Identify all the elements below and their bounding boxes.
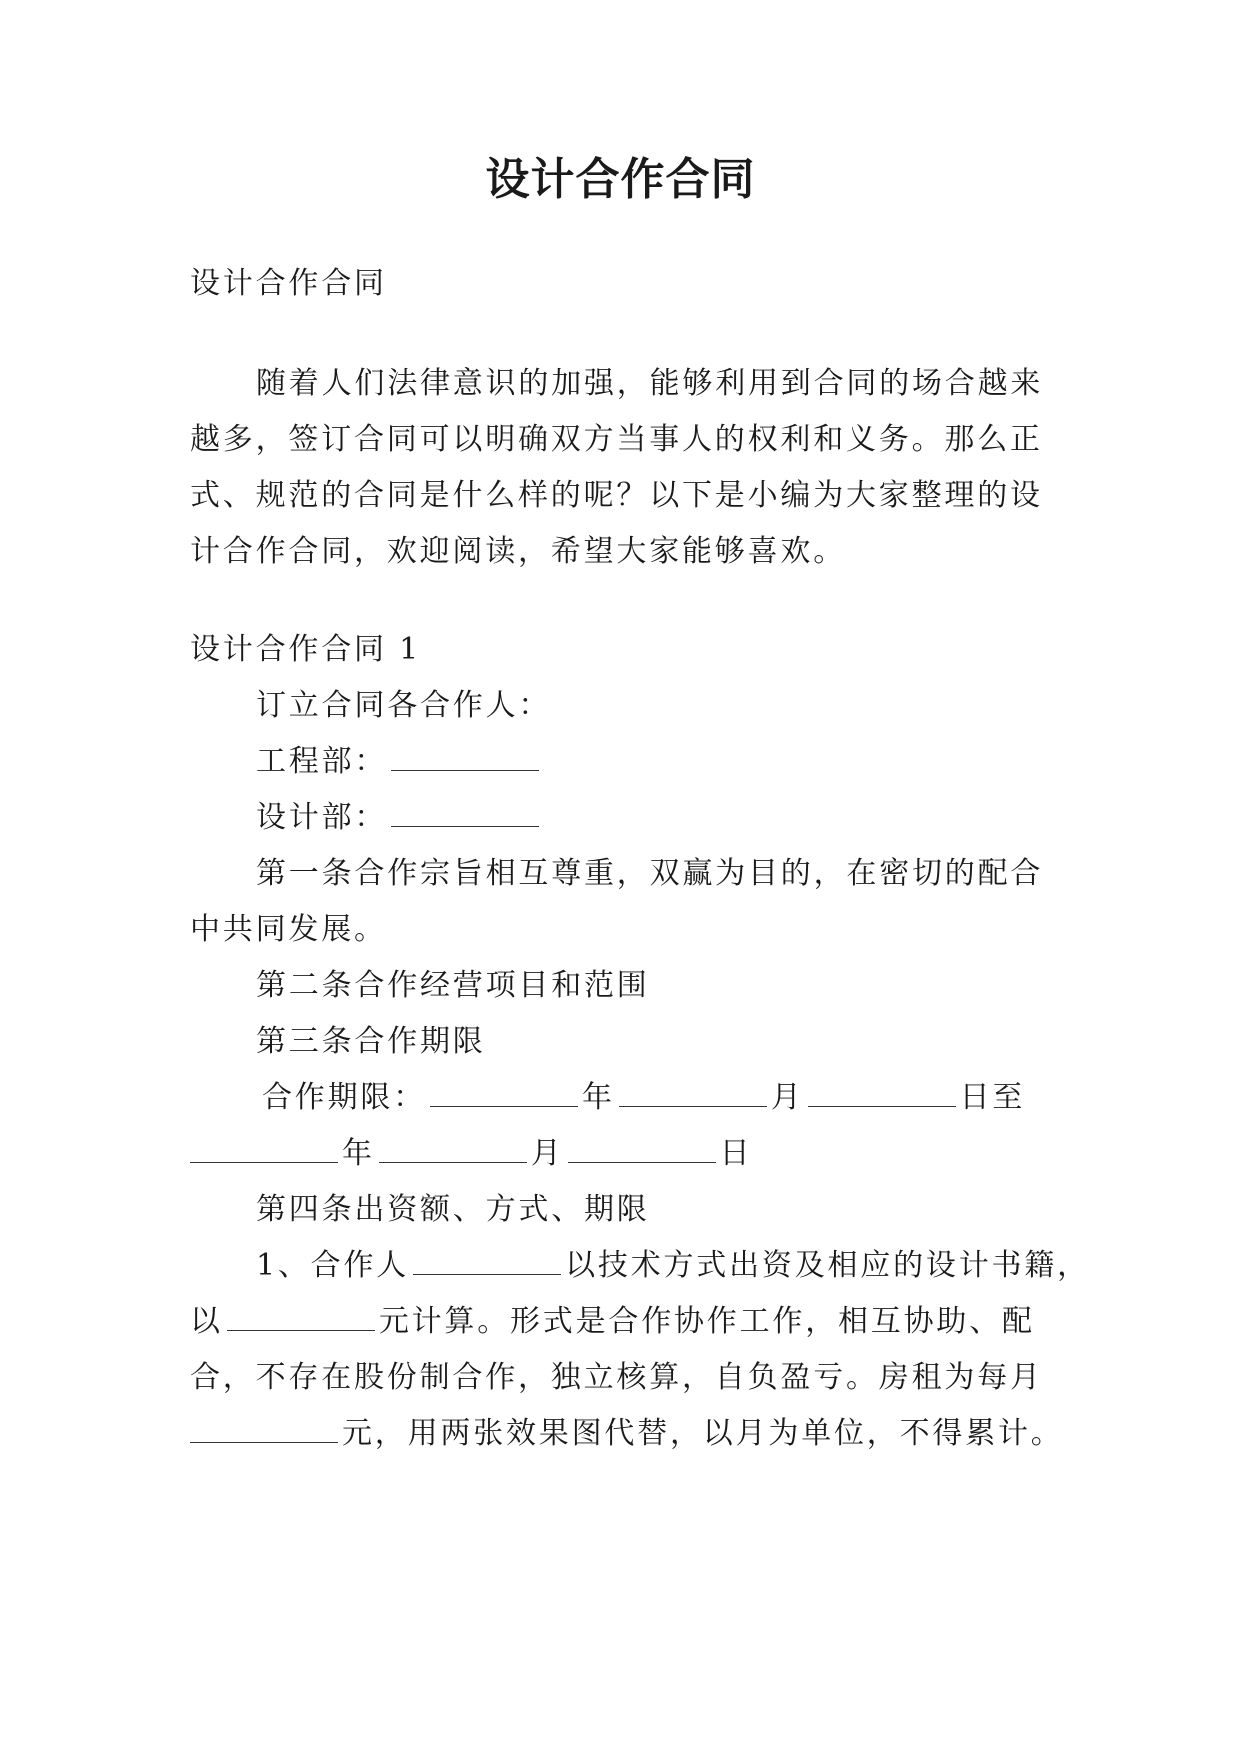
party-engineering-label: 工程部： [256, 744, 388, 779]
term-day: 日 [719, 1136, 753, 1171]
term-year: 年 [582, 1080, 615, 1115]
fill-blank [808, 1104, 956, 1107]
fill-blank [391, 824, 539, 827]
term-month: 月 [530, 1136, 564, 1171]
clause1-line-1 [256, 1244, 1090, 1288]
intro-line-2: 越多，签订合同可以明确双方当事人的权利和义务。那么正 [190, 422, 1043, 457]
clause1-line-4 [190, 1412, 1064, 1456]
term-day-to: 日至 [959, 1080, 1026, 1115]
document-title: 设计合作合同 [485, 154, 756, 205]
section-heading: 设计合作合同 1 [190, 632, 422, 667]
document-subtitle: 设计合作合同 [190, 266, 387, 301]
intro-line-1: 随着人们法律意识的加强，能够利用到合同的场合越来 [256, 366, 1044, 401]
article4-heading: 第四条出资额、方式、期限 [256, 1192, 650, 1227]
party-engineering [256, 740, 543, 784]
party-design-label: 设计部： [256, 800, 388, 835]
article2-heading: 第二条合作经营项目和范围 [256, 968, 650, 1003]
article3-heading: 第三条合作期限 [256, 1024, 486, 1059]
fill-blank [413, 1272, 561, 1275]
intro-line-3: 式、规范的合同是什么样的呢？以下是小编为大家整理的设 [190, 478, 1043, 513]
fill-blank [430, 1104, 578, 1107]
clause1-after-party: 以技术方式出资及相应的设计书籍， [565, 1248, 1090, 1283]
clause1-line-2 [190, 1300, 1035, 1344]
term-year: 年 [342, 1136, 375, 1171]
intro-line-4: 计合作合同，欢迎阅读，希望大家能够喜欢。 [190, 534, 846, 569]
fill-blank [227, 1328, 375, 1331]
parties-intro: 订立合同各合作人： [256, 688, 552, 723]
fill-blank [190, 1160, 338, 1163]
party-design [256, 796, 543, 840]
fill-blank [379, 1160, 527, 1163]
term-month: 月 [770, 1080, 804, 1115]
fill-blank [391, 768, 539, 771]
clause1-line4-suffix: 元，用两张效果图代替，以月为单位，不得累计。 [342, 1416, 1064, 1451]
term-line-2 [190, 1132, 752, 1176]
clause1-line-3: 合，不存在股份制合作，独立核算，自负盈亏。房租为每月 [190, 1360, 1043, 1395]
term-line-1 [262, 1076, 1025, 1120]
term-label: 合作期限： [262, 1080, 426, 1115]
fill-blank [190, 1440, 338, 1443]
article1-line-1: 第一条合作宗旨相互尊重，双赢为目的，在密切的配合 [256, 856, 1044, 891]
clause1-line2-prefix: 以 [190, 1304, 223, 1339]
article1-line-2: 中共同发展。 [190, 912, 387, 947]
clause1-prefix: 1、合作人 [256, 1248, 410, 1283]
fill-blank [619, 1104, 767, 1107]
clause1-line2-suffix: 元计算。形式是合作协作工作，相互协助、配 [378, 1304, 1035, 1339]
fill-blank [568, 1160, 716, 1163]
